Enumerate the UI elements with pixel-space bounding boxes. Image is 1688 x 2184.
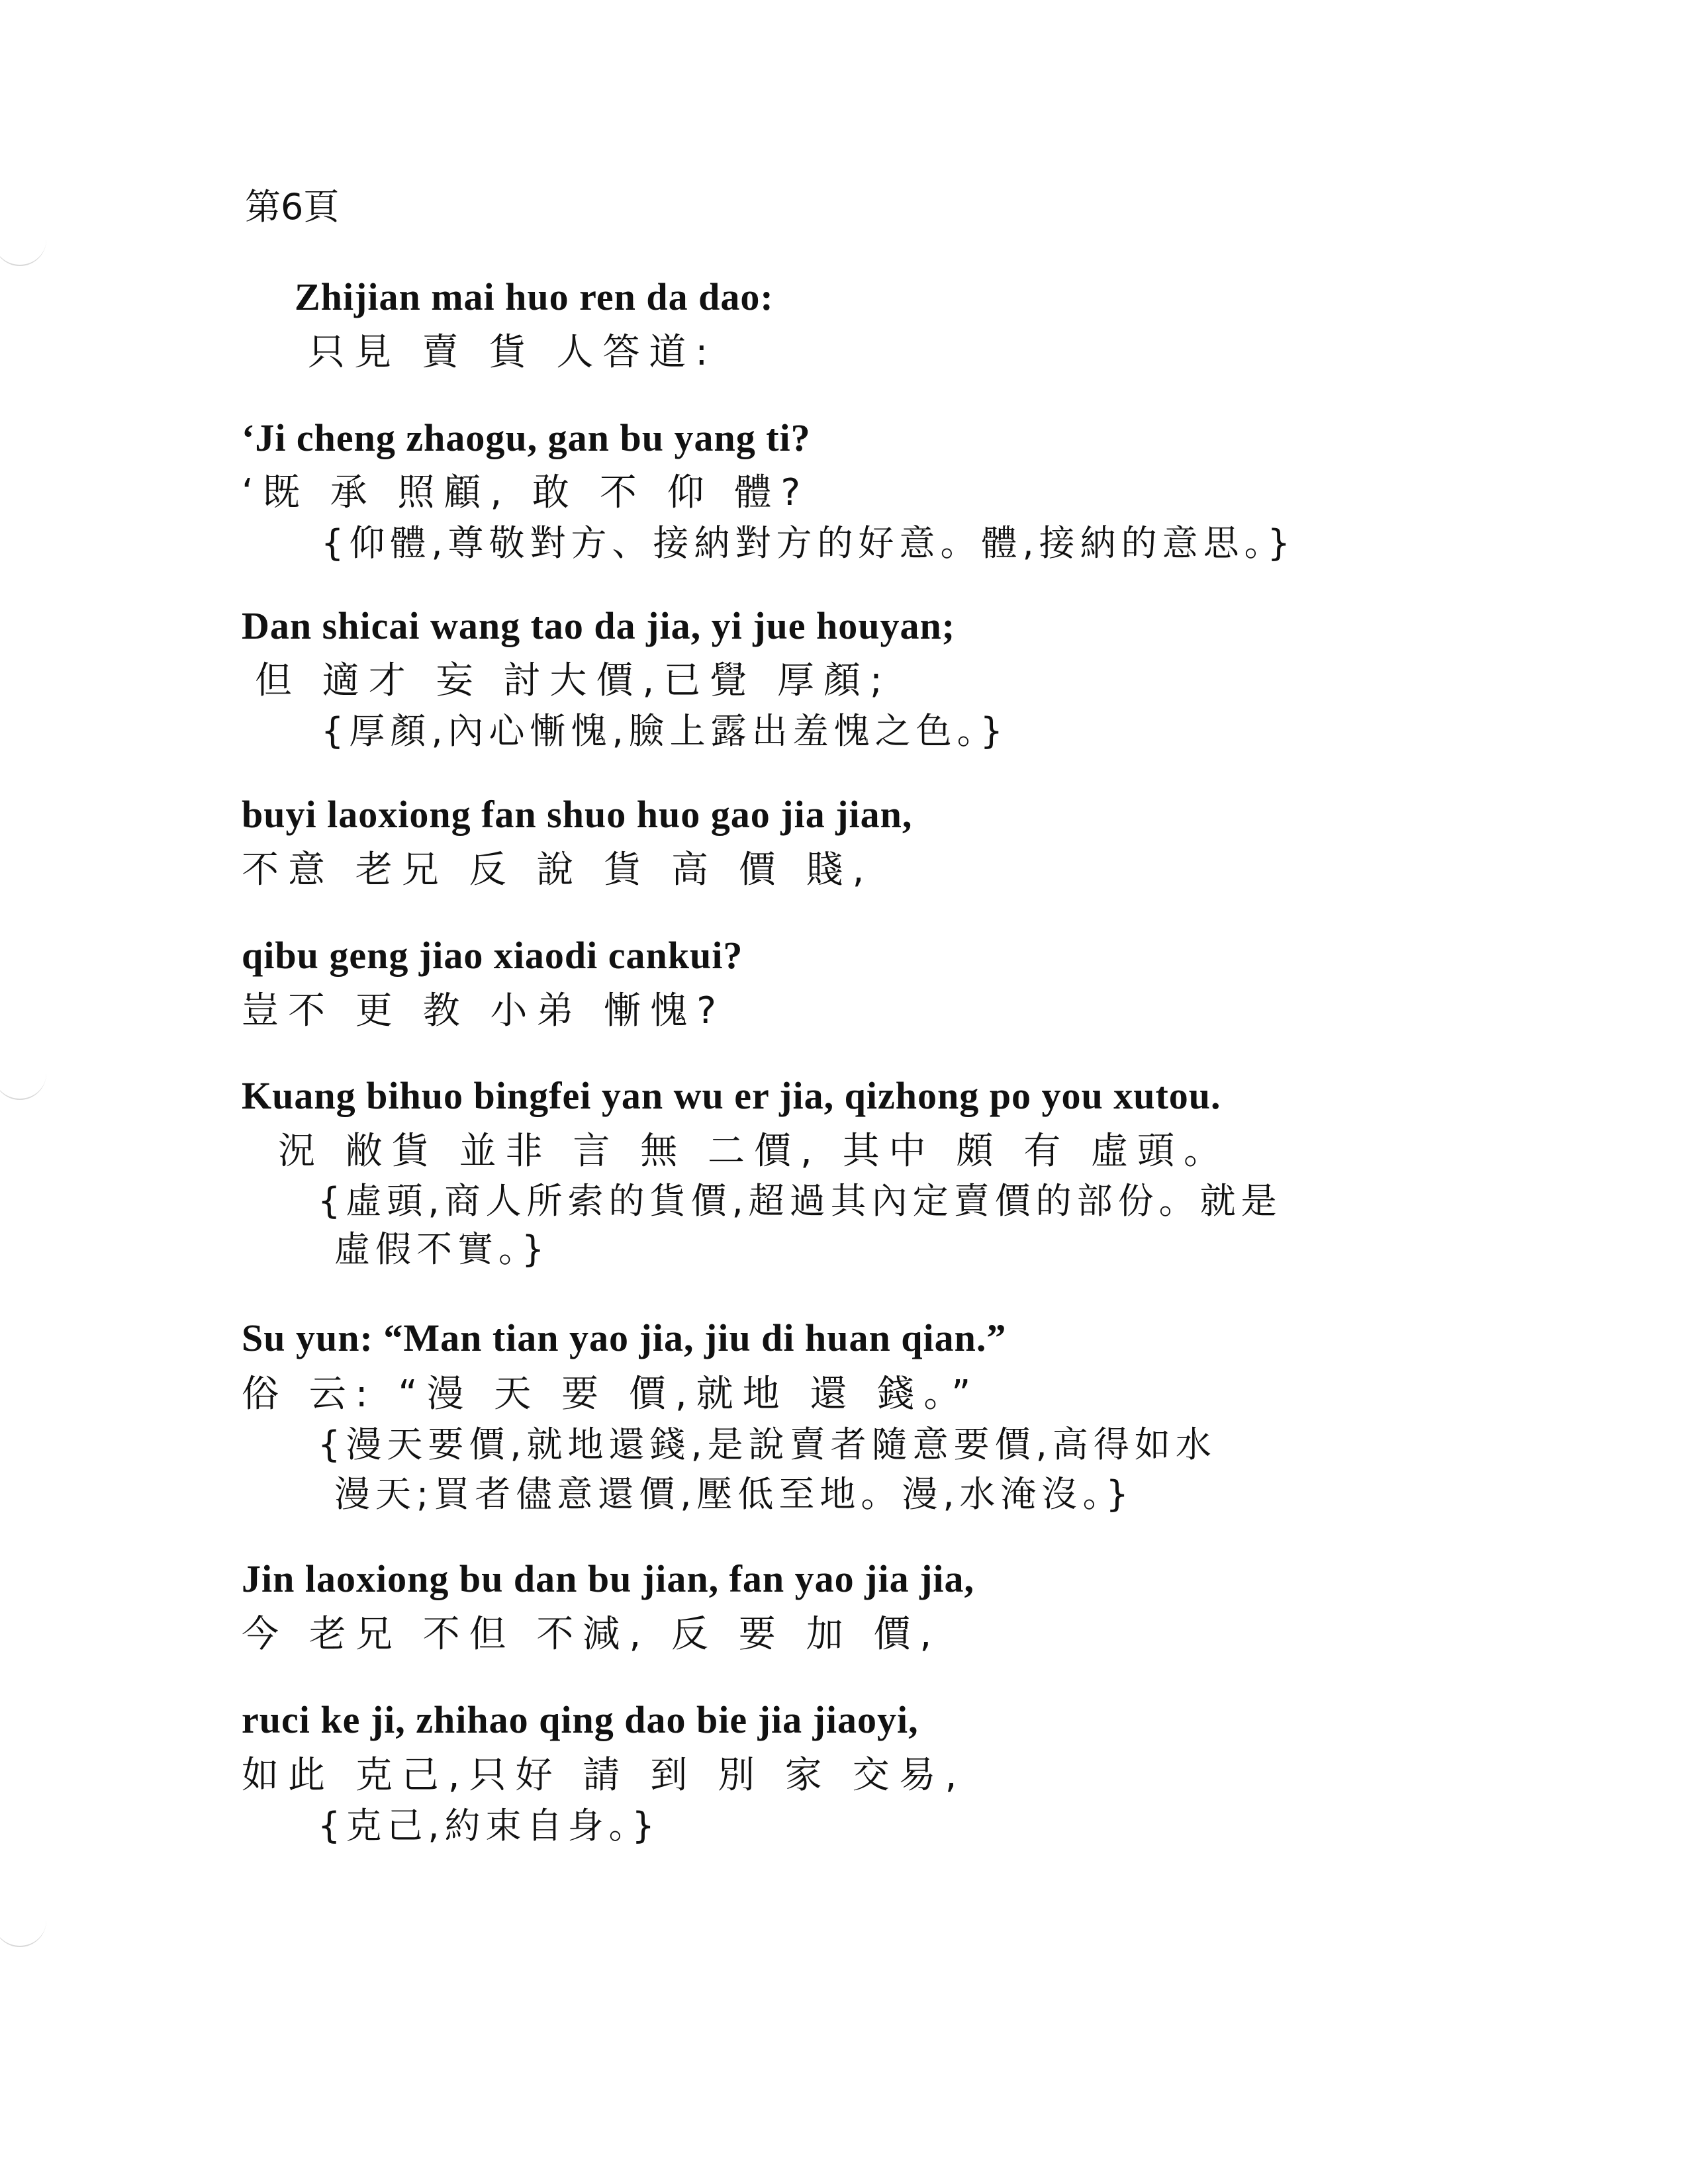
annotation-line: {虛頭,商人所索的貨價,超過其內定賣價的部份。就是 bbox=[318, 1180, 1282, 1222]
hanzi-line: ‘既 承 照顧, 敢 不 仰 體? bbox=[242, 471, 810, 514]
hanzi-line: 不意 老兄 反 說 貨 高 價 賤, bbox=[242, 848, 874, 891]
annotation-line: 虛假不實。} bbox=[334, 1228, 550, 1270]
page-number: 第6頁 bbox=[245, 186, 340, 228]
annotation-line: 漫天;買者儘意還價,壓低至地。漫,水淹沒。} bbox=[334, 1473, 1134, 1515]
pinyin-line: Dan shicai wang tao da jia, yi jue houyan; bbox=[242, 604, 956, 647]
punch-hole-mark bbox=[0, 1919, 46, 1947]
hanzi-line: 豈不 更 教 小弟 慚愧? bbox=[242, 989, 726, 1032]
pinyin-line: Kuang bihuo bingfei yan wu er jia, qizhong po you xutou. bbox=[242, 1074, 1221, 1117]
annotation-line: {克己,約束自身。} bbox=[318, 1805, 660, 1846]
hanzi-line: 但 適才 妄 討大價,已覺 厚顏; bbox=[255, 659, 892, 702]
pinyin-line: ‘Ji cheng zhaogu, gan bu yang ti? bbox=[242, 416, 811, 459]
punch-hole-mark bbox=[0, 1072, 46, 1100]
pinyin-line: Zhijian mai huo ren da dao: bbox=[295, 275, 774, 318]
pinyin-line: buyi laoxiong fan shuo huo gao jia jian, bbox=[242, 793, 913, 836]
annotation-line: {仰體,尊敬對方、接納對方的好意。體,接納的意思。} bbox=[321, 522, 1296, 564]
annotation-line: {漫天要價,就地還錢,是說賣者隨意要價,高得如水 bbox=[318, 1424, 1217, 1465]
pinyin-line: Su yun: “Man tian yao jia, jiu di huan qian.” bbox=[242, 1316, 1007, 1359]
hanzi-line: 如此 克己,只好 請 到 別 家 交易, bbox=[242, 1754, 966, 1797]
punch-hole-mark bbox=[0, 238, 46, 266]
annotation-line: {厚顏,內心慚愧,臉上露出羞愧之色。} bbox=[321, 710, 1009, 752]
hanzi-line: 俗 云: “漫 天 要 價,就地 還 錢。” bbox=[242, 1373, 980, 1416]
pinyin-line: Jin laoxiong bu dan bu jian, fan yao jia jia, bbox=[242, 1557, 975, 1600]
hanzi-line: 今 老兄 不但 不減, 反 要 加 價, bbox=[242, 1613, 941, 1656]
pinyin-line: ruci ke ji, zhihao qing dao bie jia jiaoyi, bbox=[242, 1698, 919, 1741]
hanzi-line: 況 敝貨 並非 言 無 二價, 其中 頗 有 虛頭。 bbox=[278, 1130, 1231, 1173]
hanzi-line: 只見 賣 貨 人答道: bbox=[308, 331, 718, 374]
pinyin-line: qibu geng jiao xiaodi cankui? bbox=[242, 934, 743, 977]
